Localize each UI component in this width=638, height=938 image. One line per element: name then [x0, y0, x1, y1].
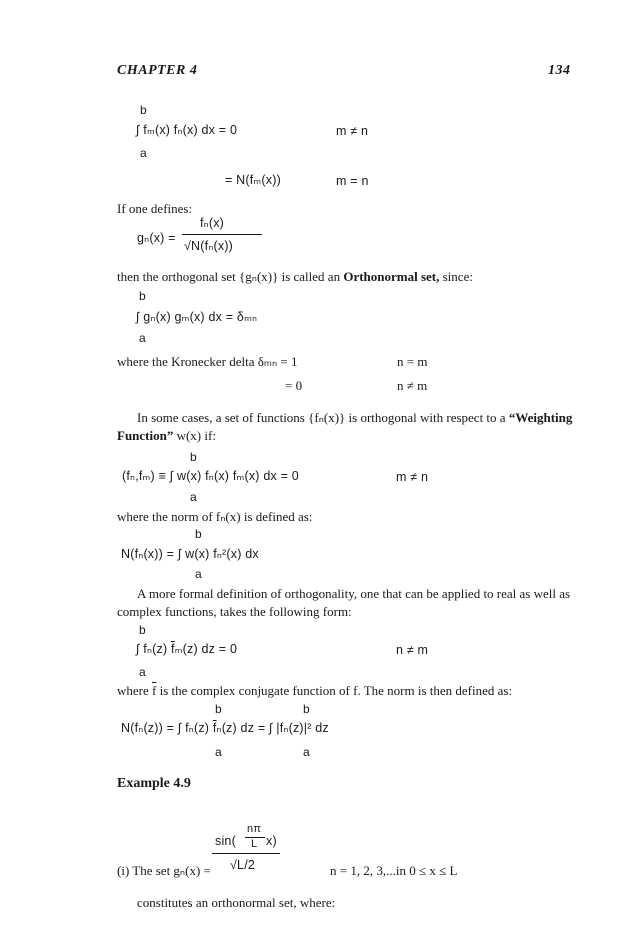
gn-fraction-bar: [182, 234, 262, 235]
example-n-pi: nπ: [247, 823, 262, 835]
orthonormal-integral: ∫ gₙ(x) gₘ(x) dx = δₘₙ: [136, 310, 258, 324]
kronecker-condition-2: n ≠ m: [397, 378, 428, 393]
conjugate-where: where: [117, 683, 153, 698]
weighting-lower-limit: a: [190, 490, 197, 504]
complex-upper-limit: b: [139, 623, 146, 637]
complex-lower-limit: a: [139, 665, 146, 679]
kronecker-zero: = 0: [285, 378, 303, 393]
conjugate-upper-limit-2: b: [303, 702, 310, 716]
weighting-text-2: w(x) if:: [173, 428, 216, 443]
conjugate-fbar: $\overline{f}$: [152, 683, 157, 698]
conjugate-description: is the complex conjugate function of f. The norm is then defined as:: [156, 683, 513, 698]
conjugate-fbar-2: $\overline{f}$: [212, 721, 217, 735]
example-title: Example 4.9: [117, 776, 191, 791]
eq1-orthogonality-integral: ∫ fₘ(x) fₙ(x) dx = 0: [136, 123, 238, 137]
eq1-condition-2: m = n: [336, 174, 369, 188]
norm-w-integral: N(fₙ(x)) = ∫ w(x) fₙ²(x) dx: [121, 547, 259, 561]
weighting-upper-limit: b: [190, 450, 197, 464]
weighting-condition: m ≠ n: [396, 470, 429, 484]
conjugate-upper-limit-1: b: [215, 702, 222, 716]
eq1-lower-limit: a: [140, 146, 147, 160]
kronecker-text: where the Kronecker delta δₘₙ = 1: [117, 354, 298, 369]
conjugate-norm-integral: [121, 720, 329, 735]
page-number: 134: [548, 63, 571, 78]
example-item-lhs: (i) The set gₙ(x) =: [117, 863, 211, 878]
definition-intro: If one defines:: [117, 201, 193, 216]
example-sin: sin(: [215, 834, 236, 848]
norm-w-text: where the norm of fₙ(x) is defined as:: [117, 509, 313, 524]
complex-def-line-1: A more formal definition of orthogonality, one that can be applied to real as well as: [137, 586, 571, 601]
norm-w-lower-limit: a: [195, 567, 202, 581]
weighting-term-b: Function”: [117, 428, 174, 443]
example-fraction-bar: [212, 853, 280, 854]
conjugate-integral-b: ₙ(z) dz = ∫ |fₙ(z)|² dz: [216, 721, 329, 735]
eq1-norm-line: = N(fₘ(x)): [225, 173, 281, 187]
gn-numerator: fₙ(x): [200, 216, 225, 230]
kronecker-condition-1: n = m: [397, 354, 428, 369]
complex-integral-b: ₘ(z) dz = 0: [174, 642, 238, 656]
complex-def-line-2: complex functions, takes the following form:: [117, 604, 352, 619]
complex-integral: [136, 641, 237, 656]
conjugate-text: [117, 683, 512, 699]
orthonormal-lower-limit: a: [139, 331, 146, 345]
chapter-heading: CHAPTER 4: [117, 63, 198, 78]
orthonormal-upper-limit: b: [139, 289, 146, 303]
conjugate-integral-a: N(fₙ(z)) = ∫ fₙ(z): [121, 721, 213, 735]
example-final-text: constitutes an orthonormal set, where:: [137, 895, 336, 910]
example-L: L: [251, 838, 258, 850]
example-range: n = 1, 2, 3,...in 0 ≤ x ≤ L: [330, 863, 458, 878]
weighting-line-2: [117, 428, 216, 444]
weighting-text-1: In some cases, a set of functions {fₙ(x)} is orthogonal with respect to a: [137, 410, 509, 425]
orthonormal-sentence: [117, 269, 473, 285]
gn-denominator: √N(fₙ(x)): [184, 239, 234, 253]
eq1-upper-limit: b: [140, 103, 147, 117]
eq1-condition: m ≠ n: [336, 124, 369, 138]
weighting-term-a: “Weighting: [508, 410, 573, 425]
complex-integral-a: ∫ fₙ(z): [136, 642, 171, 656]
example-denominator: √L/2: [230, 858, 256, 872]
orthonormal-text-after: since:: [439, 269, 473, 284]
weighting-line-1: [137, 410, 572, 426]
example-x-close: x): [266, 834, 277, 848]
weighting-integral: (fₙ,fₘ) ≡ ∫ w(x) fₙ(x) fₘ(x) dx = 0: [122, 469, 299, 483]
orthonormal-term: Orthonormal set,: [343, 269, 440, 284]
orthonormal-text-before: then the orthogonal set {gₙ(x)} is called an: [117, 269, 344, 284]
complex-condition: n ≠ m: [396, 643, 429, 657]
gn-lhs: gₙ(x) =: [137, 231, 176, 245]
conjugate-lower-limit-1: a: [215, 745, 222, 759]
conjugate-lower-limit-2: a: [303, 745, 310, 759]
complex-fbar: $\overline{f}$: [171, 642, 175, 656]
norm-w-upper-limit: b: [195, 527, 202, 541]
